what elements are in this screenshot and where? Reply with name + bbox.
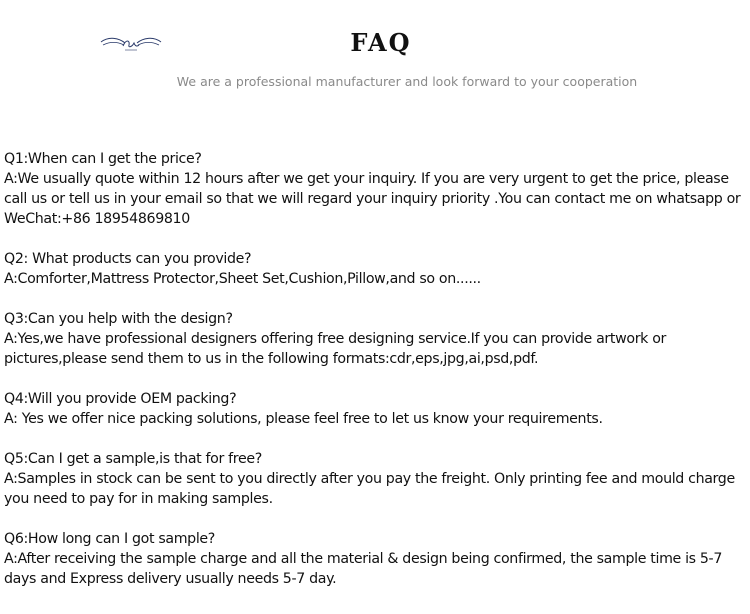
faq-list: [4, 149, 750, 609]
faq-item-4: [4, 389, 750, 429]
faq-answer: A:Comforter,Mattress Protector,Sheet Set,Cushion,Pillow,and so on......: [4, 271, 481, 287]
faq-question: Q1:When can I get the price?: [4, 151, 202, 167]
faq-item-2: [4, 249, 750, 289]
faq-question: Q3:Can you help with the design?: [4, 311, 233, 327]
page-subtitle: We are a professional manufacturer and look forward to your cooperation: [176, 74, 638, 89]
faq-question: Q4:Will you provide OEM packing?: [4, 391, 237, 407]
faq-answer: A: Yes we offer nice packing solutions, please feel free to let us know your requirements.: [4, 411, 603, 427]
faq-answer: A:We usually quote within 12 hours after we get your inquiry. If you are very urgent to get the price, please call us or tell us in your email so that we will regard your inquiry priority .You can contact me on whatsapp or WeChat:+86 18954869810: [4, 171, 741, 227]
page-title: FAQ: [350, 28, 412, 57]
faq-question: Q6:How long can I got sample?: [4, 531, 215, 547]
faq-answer: A:Samples in stock can be sent to you directly after you pay the freight. Only printing fee and mould charge you need to pay for in making samples.: [4, 471, 735, 507]
faq-item-6: [4, 529, 750, 589]
faq-question: Q2: What products can you provide?: [4, 251, 252, 267]
faq-item-3: [4, 309, 750, 369]
faq-item-5: [4, 449, 750, 509]
faq-answer: A:Yes,we have professional designers offering free designing service.If you can provide artwork or pictures,please send them to us in the following formats:cdr,eps,jpg,ai,psd,pdf.: [4, 331, 667, 367]
faq-item-1: [4, 149, 750, 229]
faq-question: Q5:Can I get a sample,is that for free?: [4, 451, 262, 467]
faq-answer: A:After receiving the sample charge and all the material & design being confirmed, the sample time is 5-7 days and Express delivery usually needs 5-7 day.: [4, 551, 722, 587]
